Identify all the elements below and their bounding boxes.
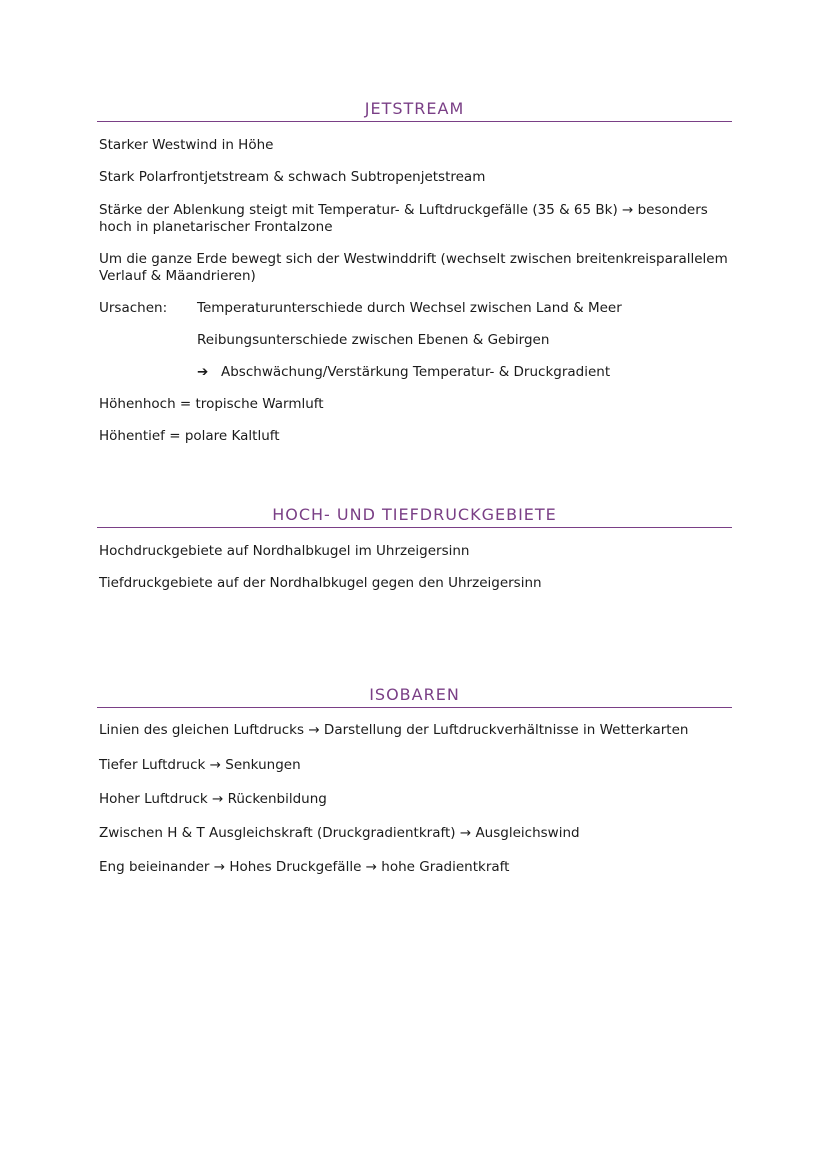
- section-title-isobaren: ISOBAREN: [97, 685, 732, 708]
- text-line: Tiefer Luftdruck → Senkungen: [99, 757, 301, 773]
- text-line: Hochdruckgebiete auf Nordhalbkugel im Uhrzeigersinn: [99, 543, 470, 559]
- text-line: Um die ganze Erde bewegt sich der Westwinddrift (wechselt zwischen breitenkreisparallelem: [99, 251, 728, 267]
- text-line: Tiefdruckgebiete auf der Nordhalbkugel gegen den Uhrzeigersinn: [99, 575, 542, 591]
- text-line: Höhentief = polare Kaltluft: [99, 428, 280, 444]
- ursache-item: Reibungsunterschiede zwischen Ebenen & Gebirgen: [197, 332, 550, 348]
- arrow-bullet-item: [197, 364, 610, 381]
- text-line: Stärke der Ablenkung steigt mit Temperatur- & Luftdruckgefälle (35 & 65 Bk) → besonders: [99, 202, 708, 218]
- ursachen-label: Ursachen:: [99, 300, 168, 316]
- text-line: Linien des gleichen Luftdrucks → Darstellung der Luftdruckverhältnisse in Wetterkarten: [99, 722, 689, 738]
- ursache-item: Temperaturunterschiede durch Wechsel zwischen Land & Meer: [197, 300, 622, 316]
- text-line: Zwischen H & T Ausgleichskraft (Druckgradientkraft) → Ausgleichswind: [99, 825, 580, 841]
- text-line: Hoher Luftdruck → Rückenbildung: [99, 791, 327, 807]
- text-line: Verlauf & Mäandrieren): [99, 268, 256, 284]
- arrow-right-icon: ➔: [197, 364, 209, 380]
- text-line: Starker Westwind in Höhe: [99, 137, 274, 153]
- text-line: Eng beieinander → Hohes Druckgefälle → hohe Gradientkraft: [99, 859, 510, 875]
- section-title-hoch-tief: HOCH- UND TIEFDRUCKGEBIETE: [97, 505, 732, 528]
- text-line: Stark Polarfrontjetstream & schwach Subtropenjetstream: [99, 169, 486, 185]
- text-line: hoch in planetarischer Frontalzone: [99, 219, 333, 235]
- text-line: Höhenhoch = tropische Warmluft: [99, 396, 324, 412]
- section-title-jetstream: JETSTREAM: [97, 99, 732, 122]
- arrow-bullet-text: Abschwächung/Verstärkung Temperatur- & Druckgradient: [221, 364, 611, 380]
